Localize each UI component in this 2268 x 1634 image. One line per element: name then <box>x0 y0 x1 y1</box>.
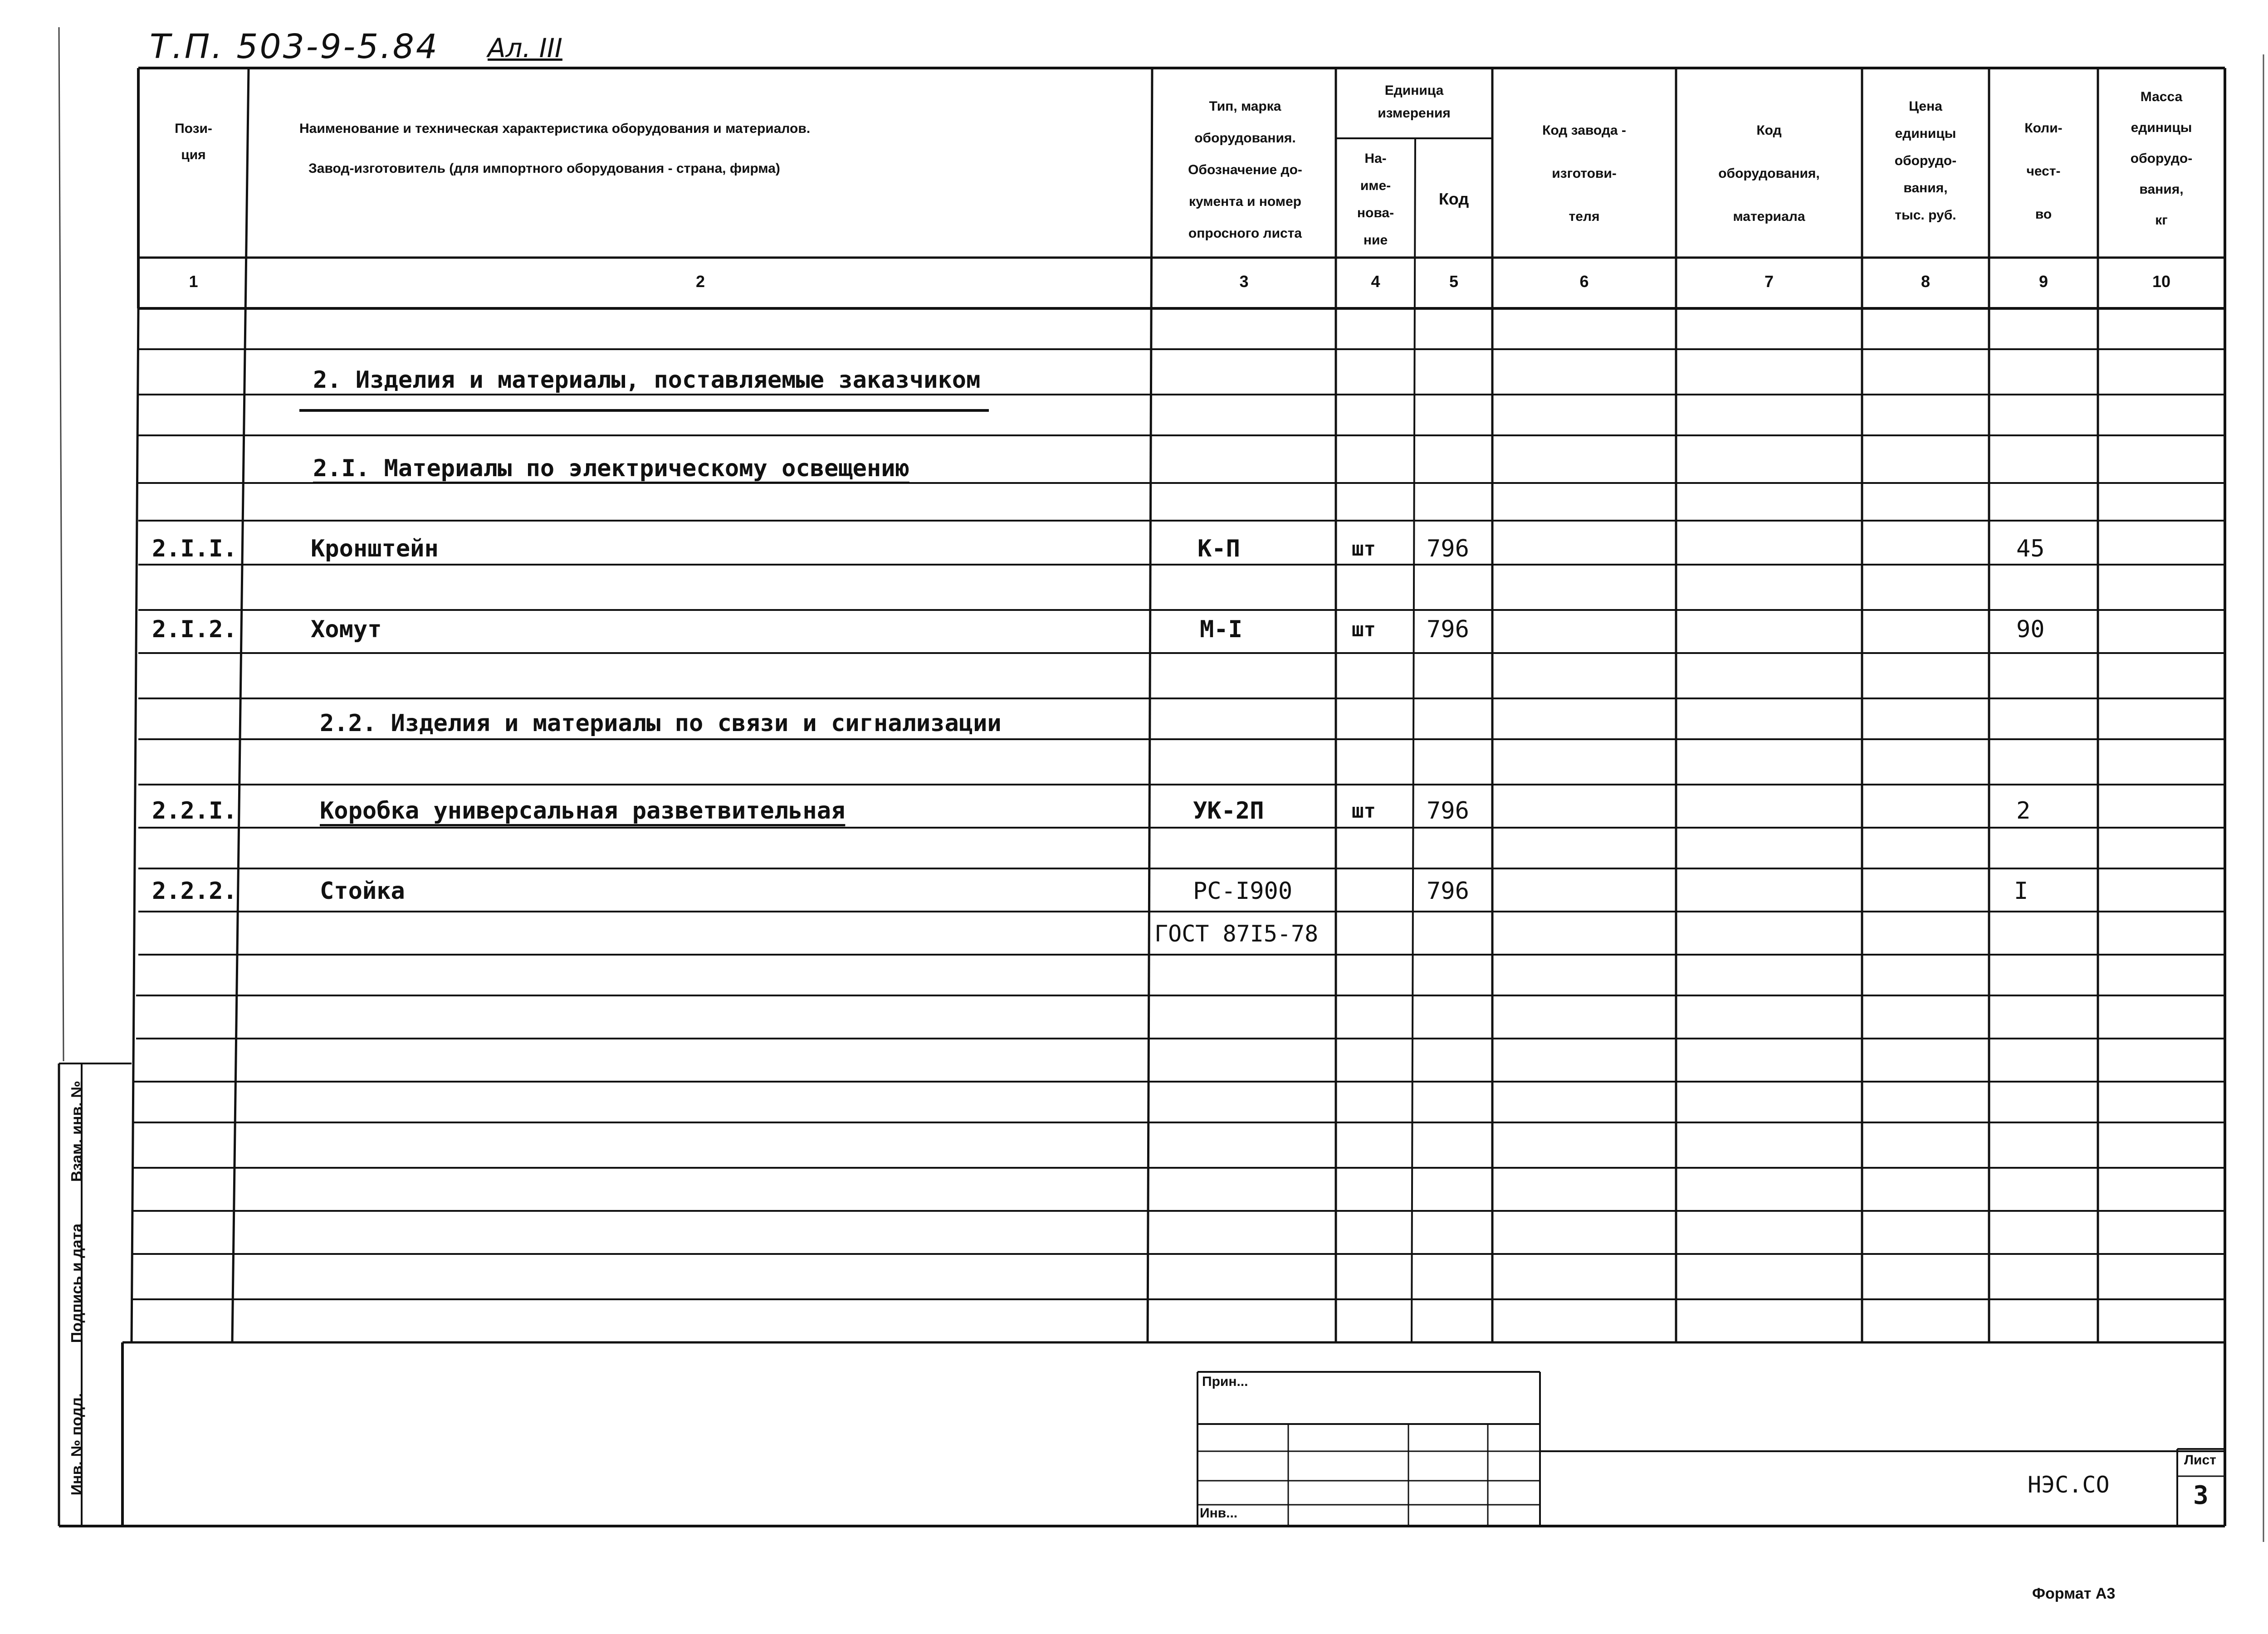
row-3-type: УК-2П <box>1193 797 1264 824</box>
stamp-accepted-label: Прин... <box>1202 1374 1248 1389</box>
col-number-7: 7 <box>1764 272 1774 291</box>
album-label: Ал. III <box>488 33 562 63</box>
section-heading-2-1: 2.I. Материалы по электрическому освещению <box>313 455 909 482</box>
col-number-3: 3 <box>1239 272 1249 291</box>
col-number-4: 4 <box>1371 272 1380 291</box>
row-2-position: 2.I.2. <box>152 616 237 643</box>
row-2-type: М-I <box>1200 616 1242 643</box>
sheet-label: Лист <box>2184 1453 2216 1468</box>
col-number-9: 9 <box>2038 272 2048 291</box>
col-number-10: 10 <box>2152 272 2171 291</box>
row-3-name: Коробка универсальная разветвительная <box>320 797 846 824</box>
row-2-name: Хомут <box>311 616 382 643</box>
row-4-position: 2.2.2. <box>152 878 237 905</box>
row-1-unit: шт <box>1352 537 1376 561</box>
header-unit-group: Единица измерения <box>1378 83 1451 121</box>
col-number-1: 1 <box>189 272 198 291</box>
row-2-code: 796 <box>1427 616 1469 643</box>
col-number-6: 6 <box>1579 272 1589 291</box>
section-heading-2: 2. Изделия и материалы, поставляемые заказчиком <box>313 366 981 394</box>
row-3-code: 796 <box>1427 797 1469 824</box>
header-position: Пози- ция <box>175 121 212 162</box>
col-number-2: 2 <box>695 272 705 291</box>
row-4-qty: I <box>2014 878 2028 905</box>
sheet-code: НЭС.СО <box>2028 1472 2110 1498</box>
format-label: Формат А3 <box>2032 1585 2116 1602</box>
row-1-type: К-П <box>1198 535 1240 562</box>
row-3-position: 2.2.I. <box>152 797 237 824</box>
row-4-type: РС-I900 <box>1193 878 1293 905</box>
row-2-unit: шт <box>1352 618 1376 641</box>
header-unit-name: На- име- нова- ние <box>1357 151 1394 248</box>
stamp-inventory-label: Инв... <box>1200 1506 1238 1521</box>
side-label-sign-date: Подпись и дата <box>68 1223 86 1343</box>
header-type: Тип, марка оборудования. Обозначение до- кумента и номер опросного листа <box>1188 99 1302 241</box>
document-code: Т.П. 503-9-5.84 <box>150 27 439 66</box>
section-heading-2-2: 2.2. Изделия и материалы по связи и сигнализации <box>320 710 1002 737</box>
row-1-name: Кронштейн <box>311 535 439 562</box>
row-1-code: 796 <box>1427 535 1469 562</box>
row-3-unit: шт <box>1352 800 1376 823</box>
header-maker-code: Код завода - изготови- теля <box>1542 123 1626 224</box>
sheet-number: 3 <box>2193 1481 2209 1510</box>
header-unit-code: Код <box>1438 190 1469 208</box>
row-1-qty: 45 <box>2016 535 2045 562</box>
header-quantity: Коли- чест- во <box>2024 121 2063 222</box>
row-4-code: 796 <box>1427 878 1469 905</box>
row-3-qty: 2 <box>2016 797 2031 824</box>
row-4-type-standard: ГОСТ 87I5-78 <box>1154 921 1319 947</box>
side-label-inventory-sub: Инв. № подл. <box>68 1393 86 1496</box>
header-name: Наименование и техническая характеристика оборудования и материалов. Завод-изготовитель (для импортного оборудования - страна, фирма) <box>299 121 811 176</box>
row-4-name: Стойка <box>320 878 405 905</box>
header-price: Цена единицы оборудо- вания, тыс. руб. <box>1894 99 1957 223</box>
col-number-8: 8 <box>1921 272 1931 291</box>
side-label-replace-inventory: Взам. инв. № <box>68 1080 86 1182</box>
header-mass: Масса единицы оборудо- вания, кг <box>2130 89 2193 228</box>
header-equipment-code: Код оборудования, материала <box>1718 123 1820 224</box>
col-number-5: 5 <box>1449 272 1459 291</box>
row-2-qty: 90 <box>2016 616 2045 643</box>
row-1-position: 2.I.I. <box>152 535 237 562</box>
